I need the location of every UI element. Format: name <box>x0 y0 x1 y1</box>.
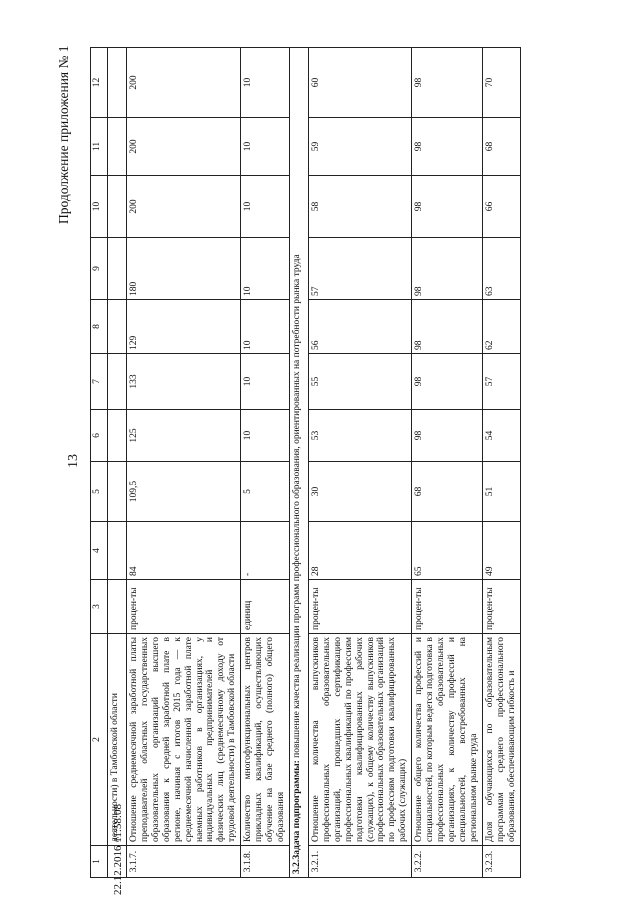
table-row <box>127 48 241 878</box>
unit-cell: единиц <box>241 580 290 634</box>
column-number: 1 <box>91 846 108 878</box>
column-number: 7 <box>91 354 108 410</box>
value-cell: 49 <box>482 522 520 580</box>
value-cell: 58 <box>308 176 411 238</box>
value-cell: 57 <box>308 238 411 300</box>
value-cell: 5 <box>241 462 290 522</box>
unit-cell: процен-ты <box>127 580 241 634</box>
column-number: 10 <box>91 176 108 238</box>
value-cell: 10 <box>241 48 290 118</box>
value-cell: - <box>241 522 290 580</box>
column-number-row <box>91 48 108 878</box>
value-cell: 28 <box>308 522 411 580</box>
continued-text: деятельности) в Тамбовской области <box>108 634 127 846</box>
table-row <box>308 48 411 878</box>
section-row <box>289 48 308 878</box>
column-number: 11 <box>91 118 108 176</box>
value-cell: 109,5 <box>127 462 241 522</box>
value-cell: 180 <box>127 238 241 300</box>
section-heading <box>289 48 308 878</box>
indicator-text: Отношение количества выпускников профессиональных образовательных организаций, прошедших сертификацию профессиональных квалификаций по профессиям подготовки квалифицированных рабочих (служащих), к общему количеству выпускников профессиональных образовательных организаций по профессиям подготовки квалифицированных рабочих (служащих) <box>308 634 411 846</box>
table-row <box>412 48 483 878</box>
value-cell: 56 <box>308 300 411 354</box>
value-cell: 59 <box>308 118 411 176</box>
value-cell: 68 <box>412 462 483 522</box>
value-cell: 51 <box>482 462 520 522</box>
appendix-caption: Продолжение приложения № 1 <box>56 45 71 224</box>
value-cell: 10 <box>241 176 290 238</box>
unit-cell: процен-ты <box>482 580 520 634</box>
value-cell: 54 <box>482 410 520 462</box>
value-cell: 10 <box>241 118 290 176</box>
value-cell: 125 <box>127 410 241 462</box>
column-number: 8 <box>91 300 108 354</box>
column-number: 2 <box>91 634 108 846</box>
value-cell: 200 <box>127 118 241 176</box>
table-row <box>241 48 290 878</box>
value-cell: 98 <box>412 176 483 238</box>
table-row <box>482 48 520 878</box>
value-cell: 10 <box>241 354 290 410</box>
value-cell: 98 <box>412 300 483 354</box>
value-cell: 10 <box>241 238 290 300</box>
column-number: 5 <box>91 462 108 522</box>
value-cell: 63 <box>482 238 520 300</box>
value-cell: 10 <box>241 300 290 354</box>
value-cell: 133 <box>127 354 241 410</box>
section-text: повышение качества реализации программ профессионального образования, ориентированных на потребности рынка труда <box>291 254 302 761</box>
value-cell: 30 <box>308 462 411 522</box>
value-cell: 84 <box>127 522 241 580</box>
value-cell: 98 <box>412 238 483 300</box>
value-cell: 66 <box>482 176 520 238</box>
column-number: 12 <box>91 48 108 118</box>
value-cell: 98 <box>412 48 483 118</box>
row-number: 3.2.1. <box>308 846 411 878</box>
value-cell: 98 <box>412 118 483 176</box>
column-number: 3 <box>91 580 108 634</box>
value-cell: 129 <box>127 300 241 354</box>
indicator-text: Отношение среднемесячной заработной платы преподавателей областных государственных образовательных организаций высшего образования к средней заработной плате в регионе, начиная с итогов 2015 года — к среднемесячной начисленной заработной плате наемных работников в организациях, у индивидуальных предпринимателей и физических лиц (среднемесячному доходу от трудовой деятельности) в Тамбовской области <box>127 634 241 846</box>
indicators-table-container <box>90 48 517 878</box>
row-number: 3.2.3. <box>482 846 520 878</box>
indicator-text: Количество многофункциональных центров прикладных квалификаций, осуществляющих обучение на базе среднего (полного) общего образования <box>241 634 290 846</box>
section-label: 3.2.Задача подпрограммы: <box>291 760 302 874</box>
value-cell: 62 <box>482 300 520 354</box>
indicator-text: Доля обучающихся по образовательным программам среднего профессионального образования, обеспечивающим гибкость и <box>482 634 520 846</box>
indicators-table <box>90 47 521 878</box>
value-cell: 53 <box>308 410 411 462</box>
column-number: 4 <box>91 522 108 580</box>
column-number: 9 <box>91 238 108 300</box>
value-cell: 10 <box>241 410 290 462</box>
value-cell: 68 <box>482 118 520 176</box>
indicator-text: Отношение общего количества профессий и специальностей, по которым ведется подготовка в профессиональных образовательных организациях, к количеству профессий и специальностей, востребованных на региональном рынке труда <box>412 634 483 846</box>
row-number: 3.1.7. <box>127 846 241 878</box>
column-number: 6 <box>91 410 108 462</box>
value-cell: 60 <box>308 48 411 118</box>
unit-cell: процен-ты <box>412 580 483 634</box>
value-cell: 65 <box>412 522 483 580</box>
continued-row <box>108 48 127 878</box>
value-cell: 70 <box>482 48 520 118</box>
row-number: 3.1.8. <box>241 846 290 878</box>
value-cell: 200 <box>127 48 241 118</box>
unit-cell: процен-ты <box>308 580 411 634</box>
value-cell: 98 <box>412 354 483 410</box>
row-number: 3.2.2. <box>412 846 483 878</box>
value-cell: 55 <box>308 354 411 410</box>
footer-timestamp: 22.12.2016 11:58:08 <box>112 804 124 895</box>
value-cell: 98 <box>412 410 483 462</box>
page-number: 13 <box>66 454 81 468</box>
value-cell: 200 <box>127 176 241 238</box>
value-cell: 57 <box>482 354 520 410</box>
